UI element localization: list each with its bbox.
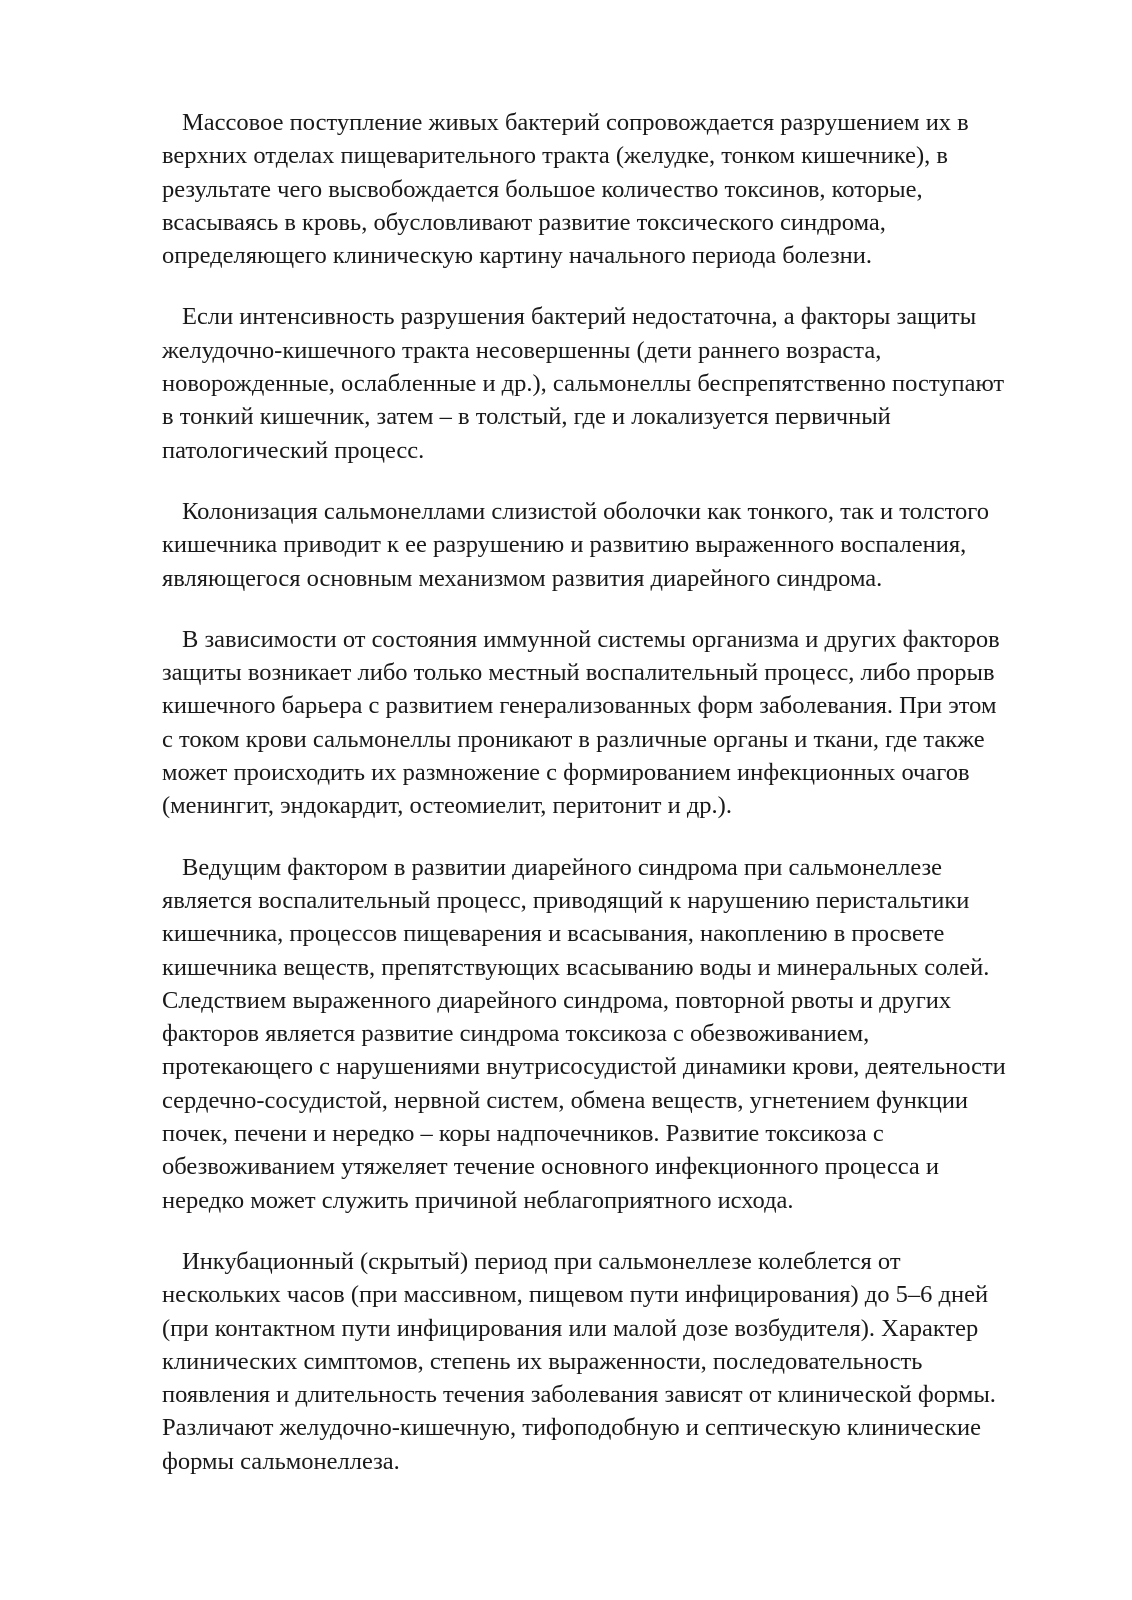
text-line: кишечного барьера с развитием генерализованных форм заболевания. При этом [162,692,997,720]
text-line: является воспалительный процесс, приводящий к нарушению перистальтики [162,886,970,914]
text-line: Массовое поступление живых бактерий сопровождается разрушением их в [182,109,969,136]
text-line: Инкубационный (скрытый) период при сальмонеллезе колеблется от [182,1247,901,1275]
paragraph [162,1245,1062,1478]
text-line: кишечника приводит к ее разрушению и развитию выраженного воспаления, [162,531,967,559]
text-line: может происходить их размножение с формированием инфекционных очагов [162,759,970,787]
paragraph [162,300,1062,466]
document-body [162,106,1062,1506]
text-line: определяющего клиническую картину начального периода болезни. [162,242,873,270]
text-line: В зависимости от состояния иммунной системы организма и других факторов [182,625,1000,653]
text-line: кишечника веществ, препятствующих всасыванию воды и минеральных солей. [162,953,990,981]
text-line: нередко может служить причиной неблагоприятного исхода. [162,1186,794,1214]
text-line: сердечно-сосудистой, нервной систем, обмена веществ, угнетением функции [162,1086,969,1114]
paragraph [162,851,1062,1217]
text-line: Ведущим фактором в развитии диарейного синдрома при сальмонеллезе [182,853,943,881]
text-line: всасываясь в кровь, обусловливают развитие токсического синдрома, [162,208,886,236]
text-line: с током крови сальмонеллы проникают в различные органы и ткани, где также [162,725,985,753]
text-line: нескольких часов (при массивном, пищевом пути инфицирования) до 5–6 дней [162,1281,989,1309]
paragraph [162,623,1062,823]
text-line: формы сальмонеллеза. [162,1447,400,1475]
text-line: являющегося основным механизмом развития диарейного синдрома. [162,564,883,592]
text-line: появления и длительность течения заболевания зависят от клинической формы. [162,1381,996,1409]
text-line: кишечника, процессов пищеварения и всасывания, накоплению в просвете [162,920,945,948]
text-line: обезвоживанием утяжеляет течение основного инфекционного процесса и [162,1153,939,1181]
text-line: защиты возникает либо только местный воспалительный процесс, либо прорыв [162,659,995,687]
text-line: верхних отделах пищеварительного тракта (желудке, тонком кишечнике), в [162,142,948,170]
text-line: клинических симптомов, степень их выраженности, последовательность [162,1347,923,1375]
text-line: Колонизация сальмонеллами слизистой оболочки как тонкого, так и толстого [182,497,989,525]
text-line: факторов является развитие синдрома токсикоза с обезвоживанием, [162,1020,870,1048]
paragraph [162,495,1062,595]
paragraph [162,106,1062,272]
text-line: результате чего высвобождается большое количество токсинов, которые, [162,175,923,203]
text-line: Различают желудочно-кишечную, тифоподобную и септическую клинические [162,1414,981,1442]
text-line: (менингит, эндокардит, остеомиелит, перитонит и др.). [162,792,732,820]
text-line: в тонкий кишечник, затем – в толстый, где и локализуется первичный [162,403,891,431]
text-line: почек, печени и нередко – коры надпочечников. Развитие токсикоза с [162,1120,884,1148]
text-line: желудочно-кишечного тракта несовершенны (дети раннего возраста, [162,336,882,364]
text-line: (при контактном пути инфицирования или малой дозе возбудителя). Характер [162,1314,979,1342]
text-line: Следствием выраженного диарейного синдрома, повторной рвоты и других [162,986,952,1014]
text-line: новорожденные, ослабленные и др.), сальмонеллы беспрепятственно поступают [162,370,1005,398]
text-line: протекающего с нарушениями внутрисосудистой динамики крови, деятельности [162,1053,1006,1081]
text-line: патологический процесс. [162,436,425,464]
text-line: Если интенсивность разрушения бактерий недостаточна, а факторы защиты [182,303,977,331]
